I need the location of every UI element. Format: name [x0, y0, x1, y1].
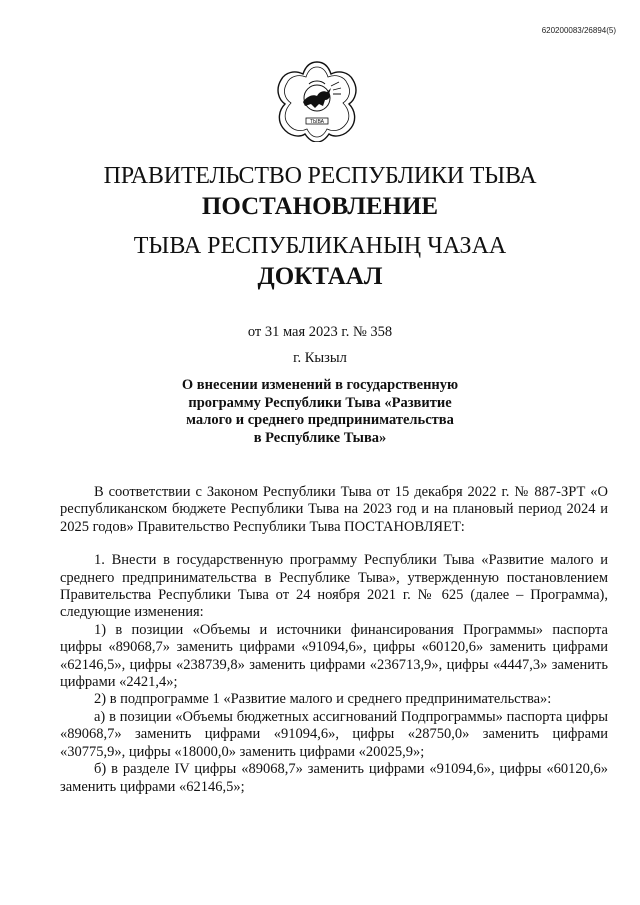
item-1-2b-paragraph: б) в разделе IV цифры «89068,7» заменить цифрами «91094,6», цифры «60120,6» заменить цифрами «62146,5»;: [60, 761, 608, 795]
decree-subject: [150, 377, 490, 447]
item-1-2-paragraph: 2) в подпрограмме 1 «Развитие малого и среднего предпринимательства»:: [94, 691, 552, 708]
government-title-tyv: ТЫВА РЕСПУБЛИКАНЫҢ ЧАЗАА: [133, 233, 507, 259]
subject-line: программу Республики Тыва «Развитие: [188, 394, 452, 411]
coat-of-arms-emblem: [273, 58, 361, 142]
document-code: 620200083/26894(5): [541, 26, 616, 35]
item-1-2a-paragraph: а) в позиции «Объемы бюджетных ассигнований Подпрограммы» паспорта цифры «89068,7» заменить цифрами «91094,6», цифры «28750,0» заменить цифрами «30775,9», цифры «18000,0» заменить цифрами «20025,9»;: [60, 708, 608, 760]
subject-line: малого и среднего предпринимательства: [186, 412, 454, 428]
subject-line: О внесении изменений в государственную: [181, 377, 459, 393]
government-title-ru: ПРАВИТЕЛЬСТВО РЕСПУБЛИКИ ТЫВА: [103, 163, 537, 189]
item-1-paragraph: 1. Внести в государственную программу Республики Тыва «Развитие малого и среднего предпринимательства в Республике Тыва», утвержденную постановлением Правительства Республики Тыва от 24 ноября 2021 г. № 625 (далее – Программа), следующие изменения:: [60, 552, 608, 621]
decree-title-tyv: ДОКТААЛ: [257, 263, 383, 290]
preamble-paragraph: В соответствии с Законом Республики Тыва от 15 декабря 2022 г. № 887-ЗРТ «О республиканском бюджете Республики Тыва на 2023 год и на плановый период 2024 и 2025 годов» Правительство Республики Тыва ПОСТАНОВЛЯЕТ:: [60, 484, 608, 535]
item-1-1-paragraph: 1) в позиции «Объемы и источники финансирования Программы» паспорта цифры «89068,7» заменить цифрами «91094,6», цифры «60120,6» заменить цифрами «62146,5», цифры «238739,8» заменить цифрами «236713,9», цифры «4447,3» заменить цифрами «2421,4»;: [60, 621, 608, 691]
subject-line: в Республике Тыва»: [253, 429, 387, 446]
emblem-caption: ТЫВА: [310, 119, 324, 125]
decree-title-ru: ПОСТАНОВЛЕНИЕ: [201, 193, 439, 220]
decree-date: от 31 мая 2023 г. № 358: [247, 324, 393, 340]
decree-city: г. Кызыл: [293, 350, 347, 366]
decree-body: [60, 484, 608, 796]
